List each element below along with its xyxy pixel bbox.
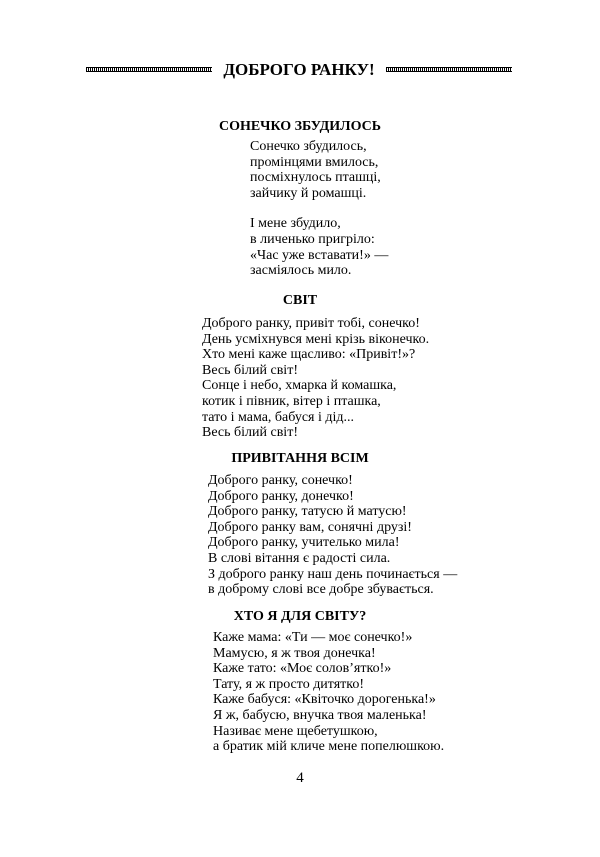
poem-line: Називає мене щебетушкою, [213, 723, 378, 739]
poem-4 [213, 630, 444, 755]
page-header [86, 58, 512, 82]
poem-line: тато і мама, бабуся і дід... [202, 409, 355, 425]
poem-line: Доброго ранку, татусю й матусю! [208, 504, 407, 520]
poem-2 [202, 316, 429, 441]
section-title-4: ХТО Я ДЛЯ СВІТУ? [233, 609, 367, 624]
section-title-2: СВІТ [282, 293, 318, 308]
section-title-3: ПРИВІТАННЯ ВСІМ [231, 451, 369, 466]
poem-line: Сонечко збудилось, [250, 139, 367, 154]
poem-line: Тату, я ж просто дитятко! [213, 676, 365, 692]
poem-line: Каже тато: «Моє солов’ятко!» [213, 661, 392, 677]
poem-line: День усміхнувся мені крізь віконечко. [202, 331, 430, 347]
poem-line: Доброго ранку, учителько мила! [208, 535, 400, 551]
poem-line: Я ж, бабусю, внучка твоя маленька! [213, 707, 427, 723]
poem-line: а братик мій кличе мене попелюшкою. [213, 739, 445, 755]
poem-line: засміялось мило. [250, 263, 352, 279]
poem-line: «Час уже вставати!» — [250, 247, 389, 263]
poem-line: Доброго ранку, донечко! [208, 488, 354, 504]
poem-line: промінцями вмилось, [250, 154, 379, 170]
poem-1 [250, 139, 388, 279]
poem-line: Весь білий світ! [202, 362, 298, 378]
poem-line: Каже мама: «Ти — моє сонечко!» [213, 630, 413, 645]
poem-line: Хто мені каже щасливо: «Привіт!»? [202, 347, 416, 363]
poem-line: Мамусю, я ж твоя донечка! [213, 645, 376, 661]
poem-3 [208, 473, 457, 598]
poem-line: Весь білий світ! [202, 425, 298, 441]
page-title: ДОБРОГО РАНКУ! [223, 60, 375, 79]
poem-line: Доброго ранку, привіт тобі, сонечко! [202, 316, 420, 331]
poem-line: в личенько пригріло: [250, 231, 375, 247]
poem-line: зайчику й ромашці. [250, 185, 367, 201]
section-title-1: СОНЕЧКО ЗБУДИЛОСЬ [218, 119, 382, 134]
poem-line: в доброму слові все добре збувається. [208, 582, 434, 598]
stanza-gap [250, 201, 388, 216]
decorative-rule-right [386, 67, 512, 72]
poem-line: Доброго ранку, сонечко! [208, 473, 353, 488]
poem-line: І мене збудило, [250, 216, 341, 232]
poem-line: З доброго ранку наш день починається — [208, 566, 458, 582]
poem-line: котик і півник, вітер і пташка, [202, 393, 381, 409]
poem-line: Каже бабуся: «Квіточко дорогенька!» [213, 692, 436, 708]
poem-line: Сонце і небо, хмарка й комашка, [202, 378, 397, 394]
poem-line: посміхнулось пташці, [250, 170, 381, 186]
page-number: 4 [296, 770, 304, 786]
poem-line: В слові вітання є радості сила. [208, 550, 391, 566]
poem-line: Доброго ранку вам, сонячні друзі! [208, 519, 412, 535]
